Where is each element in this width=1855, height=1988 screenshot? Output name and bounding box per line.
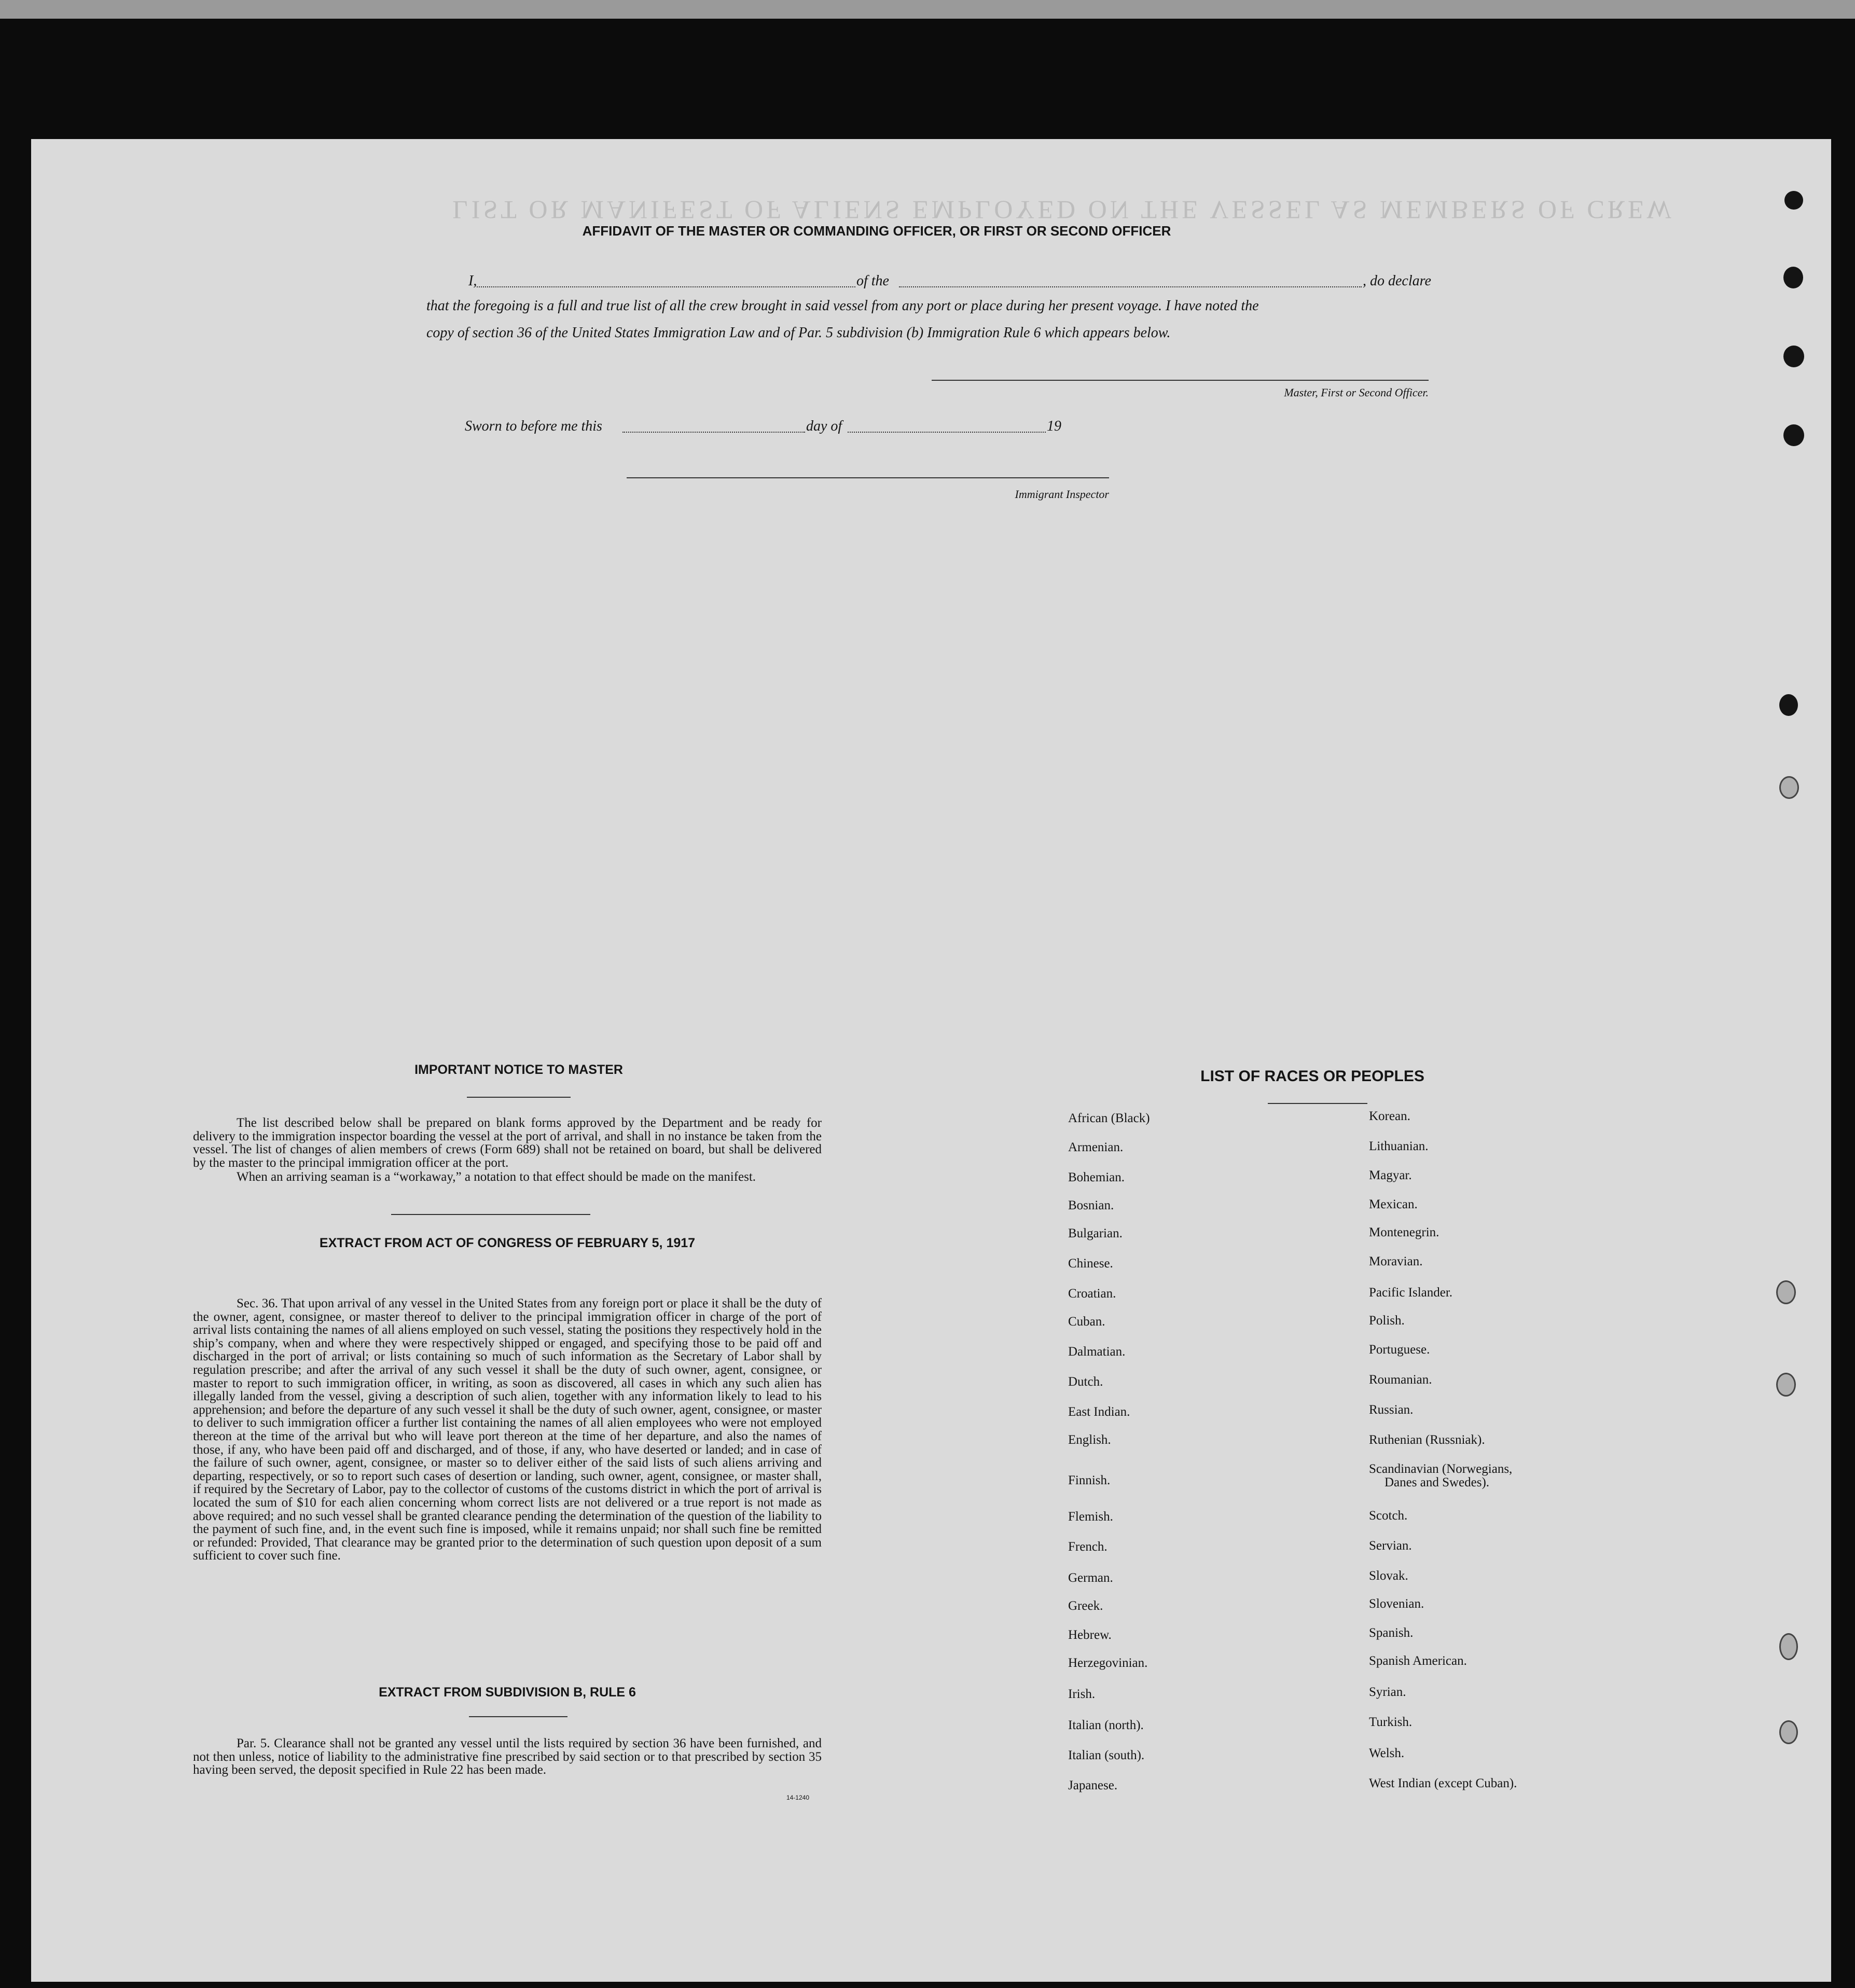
race-item: English. <box>1068 1433 1111 1447</box>
act-section-36-text: Sec. 36. That upon arrival of any vessel in the United States from any foreign port or place it shall be the duty of the owner, agent, consignee, or master thereof to deliver to the principal immigration officer in charge of the port of arrival lists containing the names of all aliens employed on such vessel, stating the positions they respectively hold in the ship’s company, when and where they were respectively shipped or engaged, and specifying those to be paid off and discharged in the port of arrival; or lists containing so much of such information as the Secretary of Labor shall by regulation prescribe; and after the arrival of any such vessel it shall be the duty of such owner, agent, consignee, or master to report to such immigration officer, in writing, as soon as discovered, all cases in which any such alien has illegally landed from the vessel, giving a description of such alien, together with any information likely to lead to his apprehension; and before the departure of any such vessel it shall be the duty of such owner, agent, consignee, or master to deliver to such immigration officer a further list containing the names of all alien employees who were not employed thereon at the time of the arrival but who will leave port thereon at the time of her departure, and also the names of those, if any, who have been paid off and discharged, and of those, if any, who have deserted or landed; and in case of the failure of such owner, agent, consignee, or master so to deliver either of the said lists of such aliens arriving and departing, respectively, or so to report such cases of desertion or landing, such owner, agent, consignee, or master shall, if required by the Secretary of Labor, pay to the collector of customs of the customs district in which the port of arrival is located the sum of $10 for each alien concerning whom correct lists are not delivered or a true report is not made as above required; and no such vessel shall be granted clearance pending the determination of the question of the liability to the payment of such fine, and, in the event such fine is imposed, while it remains unpaid; nor shall such fine be remitted or refunded: Provided, That clearance may be granted prior to the determination of such question upon deposit of a sum sufficient to cover such fine. <box>193 1296 822 1563</box>
sworn-date-field[interactable] <box>622 432 805 433</box>
affidavit-of-the-label: of the <box>856 273 889 289</box>
race-item: African (Black) <box>1068 1111 1150 1125</box>
scan-top-strip <box>0 0 1855 19</box>
divider <box>391 1214 590 1215</box>
race-item: Moravian. <box>1369 1254 1423 1268</box>
race-item: Spanish. <box>1369 1626 1414 1640</box>
race-item: Slovenian. <box>1369 1597 1424 1611</box>
race-item: Montenegrin. <box>1369 1225 1439 1239</box>
affidavit-line-3: copy of section 36 of the United States Immigration Law and of Par. 5 subdivision (b) Immigration Rule 6 which appears below. <box>426 325 1171 341</box>
notice-paragraph-1: The list described below shall be prepared on blank forms approved by the Department and be ready for delivery to the immigration inspector boarding the vessel at the port of arrival, and shall in no instance be taken from the vessel. The list of changes of alien members of crews (Form 689) shall not be retained on board, but shall be delivered by the master to the principal immigration officer at the port. <box>193 1116 822 1170</box>
divider <box>467 1097 571 1098</box>
sworn-month-field[interactable] <box>848 432 1046 433</box>
race-item: Russian. <box>1369 1403 1414 1417</box>
form-number: 14-1240 <box>786 1794 809 1801</box>
race-item: Japanese. <box>1068 1778 1118 1792</box>
race-item: Hebrew. <box>1068 1628 1112 1642</box>
punch-hole <box>1783 267 1803 288</box>
punch-hole <box>1779 1720 1798 1744</box>
affidavit-line-1 <box>468 273 1485 291</box>
bleed-through-header: LIST OR MANIFEST OF ALIENS EMPLOYED ON THE VESSEL AS MEMBERS OF CREW <box>452 196 1674 225</box>
affidavit-i-label: I, <box>468 273 477 289</box>
race-item: Syrian. <box>1369 1685 1406 1699</box>
race-item: German. <box>1068 1571 1113 1585</box>
race-item: Herzegovinian. <box>1068 1656 1148 1670</box>
race-item: Ruthenian (Russniak). <box>1369 1433 1485 1447</box>
race-item: Lithuanian. <box>1369 1139 1429 1153</box>
master-signature-line[interactable] <box>932 380 1429 381</box>
race-item: Bohemian. <box>1068 1170 1125 1184</box>
race-item: Armenian. <box>1068 1140 1124 1154</box>
race-item: Slovak. <box>1369 1569 1408 1583</box>
race-item: Bosnian. <box>1068 1198 1114 1212</box>
race-item: Finnish. <box>1068 1473 1111 1487</box>
punch-hole <box>1783 346 1804 367</box>
race-item: Spanish American. <box>1369 1654 1467 1668</box>
race-item: Cuban. <box>1068 1315 1105 1329</box>
race-item: Greek. <box>1068 1599 1103 1613</box>
race-item: Danes and Swedes). <box>1385 1475 1490 1489</box>
race-item: Korean. <box>1369 1109 1410 1123</box>
race-item: Turkish. <box>1369 1715 1413 1729</box>
race-item: Portuguese. <box>1369 1343 1430 1357</box>
affidavit-declare-label: , do declare <box>1363 273 1431 289</box>
race-item: Italian (north). <box>1068 1718 1144 1732</box>
document-page <box>31 139 1831 1982</box>
race-item: Pacific Islander. <box>1369 1286 1453 1300</box>
sworn-line <box>465 418 1139 436</box>
race-item: Italian (south). <box>1068 1748 1145 1762</box>
act-title: EXTRACT FROM ACT OF CONGRESS OF FEBRUARY 5, 1917 <box>319 1236 696 1250</box>
divider <box>1268 1103 1367 1104</box>
punch-hole <box>1779 1633 1798 1660</box>
race-item: Flemish. <box>1068 1510 1113 1524</box>
race-item: Mexican. <box>1369 1197 1418 1211</box>
race-item: West Indian (except Cuban). <box>1369 1776 1517 1790</box>
affidavit-name-field[interactable] <box>477 286 855 287</box>
race-item: Irish. <box>1068 1687 1096 1701</box>
race-item: Croatian. <box>1068 1287 1116 1301</box>
affidavit-title: AFFIDAVIT OF THE MASTER OR COMMANDING OFFICER, OR FIRST OR SECOND OFFICER <box>582 223 1171 239</box>
race-item: Servian. <box>1369 1539 1412 1553</box>
race-item: Polish. <box>1369 1314 1405 1328</box>
race-item: Roumanian. <box>1369 1373 1432 1387</box>
punch-hole <box>1779 694 1798 716</box>
divider <box>469 1716 567 1717</box>
punch-hole <box>1783 424 1804 446</box>
race-item: Welsh. <box>1369 1746 1405 1760</box>
punch-hole <box>1776 1373 1796 1397</box>
rule-title: EXTRACT FROM SUBDIVISION B, RULE 6 <box>379 1685 636 1700</box>
sworn-label: Sworn to before me this <box>465 418 602 434</box>
punch-hole <box>1776 1280 1796 1304</box>
inspector-label: Immigrant Inspector <box>1015 488 1109 501</box>
year-label: 19 <box>1047 418 1061 434</box>
race-item: Dutch. <box>1068 1375 1103 1389</box>
race-item: Scotch. <box>1369 1509 1408 1523</box>
punch-hole <box>1784 191 1803 210</box>
inspector-signature-line[interactable] <box>627 477 1109 478</box>
notice-title: IMPORTANT NOTICE TO MASTER <box>414 1062 623 1077</box>
affidavit-vessel-field[interactable] <box>899 286 1362 287</box>
race-item: Scandinavian (Norwegians, <box>1369 1462 1513 1476</box>
race-item: Magyar. <box>1369 1168 1412 1182</box>
race-item: French. <box>1068 1540 1108 1554</box>
notice-paragraph-2: When an arriving seaman is a “workaway,” a notation to that effect should be made on the manifest. <box>237 1170 756 1184</box>
race-item: Chinese. <box>1068 1257 1113 1271</box>
race-item: Dalmatian. <box>1068 1345 1126 1359</box>
master-signature-label: Master, First or Second Officer. <box>1284 386 1429 399</box>
rule-paragraph: Par. 5. Clearance shall not be granted any vessel until the lists required by section 36 have been furnished, and not then unless, notice of liability to the administrative fine prescribed by said section or to that prescribed by section 35 having been served, the deposit specified in Rule 22 has been made. <box>193 1736 822 1777</box>
punch-hole <box>1779 776 1799 799</box>
day-of-label: day of <box>806 418 842 434</box>
race-item: Bulgarian. <box>1068 1226 1123 1240</box>
races-title: LIST OF RACES OR PEOPLES <box>1200 1068 1424 1085</box>
race-item: East Indian. <box>1068 1405 1130 1419</box>
affidavit-line-2: that the foregoing is a full and true list of all the crew brought in said vessel from any port or place during her present voyage. I have noted the <box>426 298 1259 314</box>
